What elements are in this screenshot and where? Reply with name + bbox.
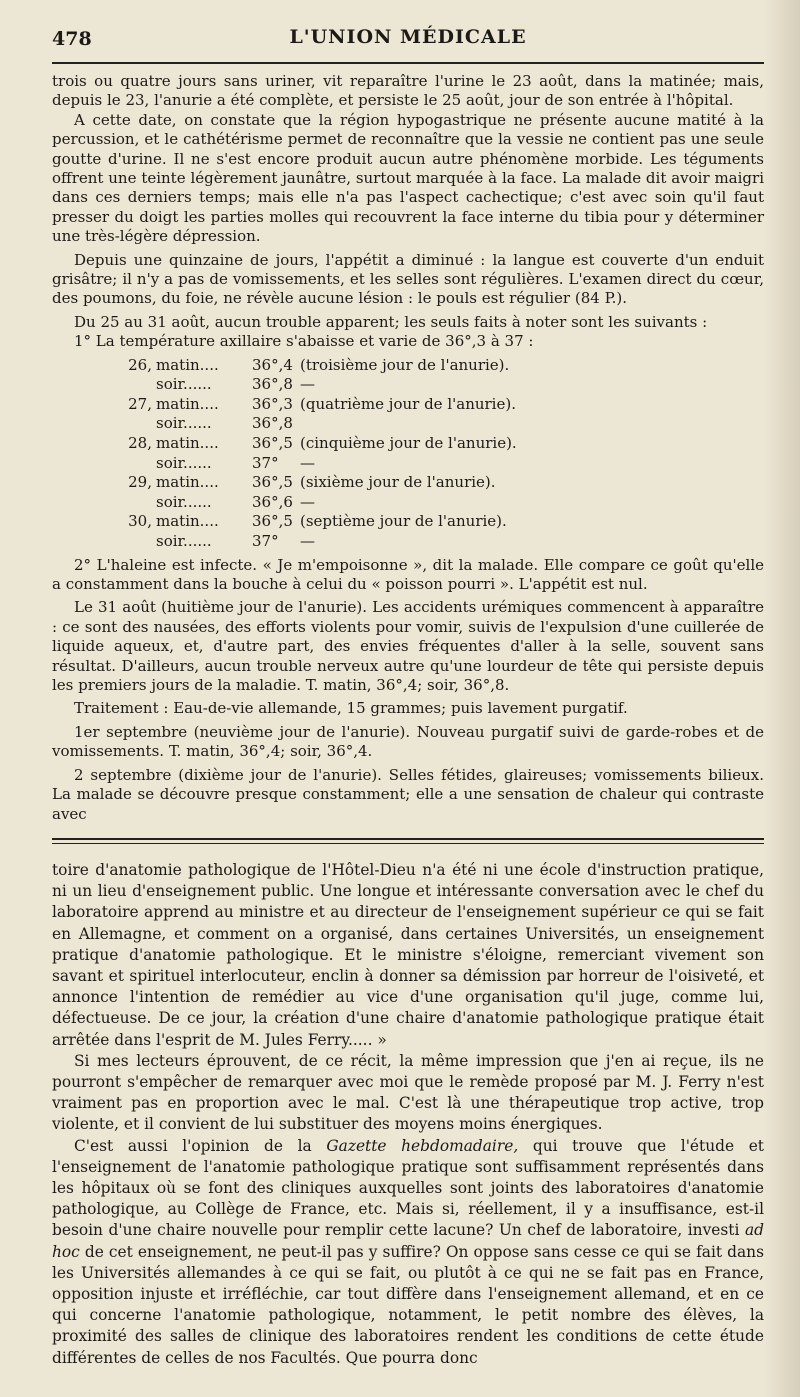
day-cell — [52, 532, 156, 552]
table-row — [52, 493, 764, 513]
note-cell: (cinquième jour de l'anurie). — [300, 434, 517, 453]
text-run: de cet enseignement, ne peut-il pas y suffire? On oppose sans cesse ce qui se fait dans les Universités allemandes à ce qui se fait, ou plutôt à ce qui ne se fait pas en France, opposition injuste et irréfléchie, car tout diffère dans l'enseignement allemand, et en ce qui concerne l'anatomie pathologique, notamment, le petit nombre des élèves, la proximité des salles de clinique des laboratoires rendent les conditions de cette étude différentes de celles de nos Facultés. Que pourra donc — [52, 1242, 764, 1367]
running-title: L'UNION MÉDICALE — [289, 26, 527, 48]
day-cell: 30, — [128, 512, 152, 531]
day-cell — [52, 493, 156, 513]
time-cell: matin.... — [156, 355, 219, 374]
day-cell — [52, 414, 156, 434]
article-body — [52, 72, 764, 824]
note-cell: (troisième jour de l'anurie). — [300, 355, 510, 374]
time-cell: matin.... — [156, 434, 219, 453]
temperature-cell: 37° — [252, 453, 279, 472]
time-cell: soir...... — [156, 532, 212, 551]
feuilleton-paragraph: Si mes lecteurs éprouvent, de ce récit, la même impression que j'en ai reçue, ils ne pourront s'empêcher de remarquer avec moi que le remède proposé par M. J. Ferry n'est vraiment pas en proportion avec le mal. C'est là une thérapeutique trop active, trop violente, et il convient de lui substituer des moyens moins énergiques. — [52, 1051, 764, 1134]
header-rule — [52, 62, 764, 64]
article-paragraph: A cette date, on constate que la région hypogastrique ne présente aucune matité à la percussion, et le cathétérisme permet de reconnaître que la vessie ne contient pas une seule goutte d'urine. Il ne s'est encore produit aucun autre phénomène morbide. Les téguments offrent une teinte légèrement jaunâtre, surtout marquée à la face. La malade dit avoir maigri dans ces derniers temps; mais elle n'a pas l'aspect cachectique; c'est avec soin qu'il faut presser du doigt les parties molles qui recouvrent la face interne du tibia pour y déterminer une très-légère dépression. — [52, 110, 764, 246]
feuilleton-separator — [52, 838, 764, 844]
note-cell: (sixième jour de l'anurie). — [300, 473, 496, 492]
note-cell — [300, 414, 764, 434]
temperature-cell: 37° — [252, 532, 279, 551]
day-cell: 26, — [128, 355, 152, 374]
time-cell: soir...... — [156, 492, 212, 511]
time-cell: matin.... — [156, 473, 219, 492]
temperature-table — [52, 356, 764, 552]
table-row — [52, 414, 764, 434]
article-paragraph: 1er septembre (neuvième jour de l'anurie). Nouveau purgatif suivi de garde-robes et de vomissements. T. matin, 36°,4; soir, 36°,4. — [52, 722, 764, 761]
table-row — [52, 532, 764, 552]
feuilleton-paragraph — [52, 1136, 764, 1369]
page-header — [52, 22, 764, 56]
note-cell: (quatrième jour de l'anurie). — [300, 394, 516, 413]
table-row — [52, 512, 764, 532]
day-cell: 27, — [128, 394, 152, 413]
page-edge-shadow — [764, 0, 800, 1397]
table-row — [52, 395, 764, 415]
temperature-cell: 36°,5 — [252, 434, 293, 453]
time-cell: soir...... — [156, 414, 212, 433]
temperature-cell: 36°,3 — [252, 394, 293, 413]
feuilleton-paragraph: toire d'anatomie pathologique de l'Hôtel-Dieu n'a été ni une école d'instruction pratique, ni un lieu d'enseignement public. Une longue et intéressante conversation avec le chef du laboratoire apprend au ministre et au directeur de l'enseignement supérieur ce qui se fait en Allemagne, et comment on a organisé, dans certaines Universités, un enseignement pratique d'anatomie pathologique. Et le ministre s'éloigne, remerciant vivement son savant et spirituel interlocuteur, enclin à donner sa démission par horreur de l'oisiveté, et annonce l'intention de remédier au vice d'une organisation qu'il juge, comme lui, défectueuse. De ce jour, la création d'une chaire d'anatomie pathologique pratique était arrêtée dans l'esprit de M. Jules Ferry..... » — [52, 860, 764, 1049]
page — [52, 22, 764, 1369]
temperature-cell: 36°,8 — [252, 375, 293, 394]
page-number: 478 — [52, 28, 92, 50]
temperature-cell: 36°,8 — [252, 414, 293, 433]
feuilleton-section — [52, 860, 764, 1369]
article-paragraph: Du 25 au 31 août, aucun trouble apparent; les seuls faits à noter sont les suivants : — [74, 312, 708, 331]
time-cell: matin.... — [156, 512, 219, 531]
text-run: C'est aussi l'opinion de la — [74, 1136, 327, 1155]
time-cell: soir...... — [156, 375, 212, 394]
article-paragraph: 2° L'haleine est infecte. « Je m'empoisonne », dit la malade. Elle compare ce goût qu'elle a constamment dans la bouche à celui du « poisson pourri ». L'appétit est nul. — [52, 555, 764, 594]
table-row — [52, 434, 764, 454]
article-paragraph: trois ou quatre jours sans uriner, vit reparaître l'urine le 23 août, dans la matinée; mais, depuis le 23, l'anurie a été complète, et persiste le 25 août, jour de son entrée à l'hôpital. — [52, 72, 764, 110]
temperature-cell: 36°,6 — [252, 492, 293, 511]
table-row — [52, 356, 764, 376]
table-row — [52, 454, 764, 474]
time-cell: matin.... — [156, 394, 219, 413]
note-cell: (septième jour de l'anurie). — [300, 512, 507, 531]
temperature-cell: 36°,4 — [252, 355, 293, 374]
table-row — [52, 375, 764, 395]
text-run: qui trouve que l'étude et l'enseignement de l'anatomie pathologique pratique sont suffisamment représentés dans les hôpitaux où se font des cliniques auxquelles sont joints des laboratoires d'anatomie pathologique, au Collège de France, etc. Mais si, réellement, il y a insuffisance, est-il besoin d'une chaire nouvelle pour remplir cette lacune? Un chef de laboratoire, investi — [52, 1136, 764, 1240]
article-paragraph: 2 septembre (dixième jour de l'anurie). Selles fétides, glaireuses; vomissements bilieux. La malade se découvre presque constamment; elle a une sensation de chaleur qui contraste avec — [52, 765, 764, 823]
table-row — [52, 473, 764, 493]
day-cell — [52, 454, 156, 474]
temperature-cell: 36°,5 — [252, 512, 293, 531]
article-paragraph: Depuis une quinzaine de jours, l'appétit a diminué : la langue est couverte d'un enduit grisâtre; il n'y a pas de vomissements, et les selles sont régulières. L'examen direct du cœur, des poumons, du foie, ne révèle aucune lésion : le pouls est régulier (84 P.). — [52, 250, 764, 308]
time-cell: soir...... — [156, 453, 212, 472]
day-cell — [52, 375, 156, 395]
note-cell: — — [300, 375, 315, 394]
temperature-cell: 36°,5 — [252, 473, 293, 492]
day-cell: 29, — [128, 473, 152, 492]
day-cell: 28, — [128, 434, 152, 453]
latin-phrase: ad hoc — [52, 1221, 764, 1261]
note-cell: — — [300, 453, 315, 472]
article-paragraph: Traitement : Eau-de-vie allemande, 15 grammes; puis lavement purgatif. — [74, 699, 628, 718]
note-cell: — — [300, 492, 315, 511]
article-paragraph: Le 31 août (huitième jour de l'anurie). Les accidents urémiques commencent à apparaître : ce sont des nausées, des efforts violents pour vomir, suivis de l'expulsion d'une cuillerée de liquide aqueux, et, d'autre part, des envies fréquentes d'aller à la selle, souvent sans résultat. D'ailleurs, aucun trouble nerveux autre qu'une lourdeur de tête qui persiste depuis les premiers jours de la maladie. T. matin, 36°,4; soir, 36°,8. — [52, 598, 764, 695]
journal-title: Gazette hebdomadaire, — [326, 1136, 519, 1155]
note-cell: — — [300, 532, 315, 551]
article-paragraph: 1° La température axillaire s'abaisse et varie de 36°,3 à 37 : — [74, 332, 534, 351]
